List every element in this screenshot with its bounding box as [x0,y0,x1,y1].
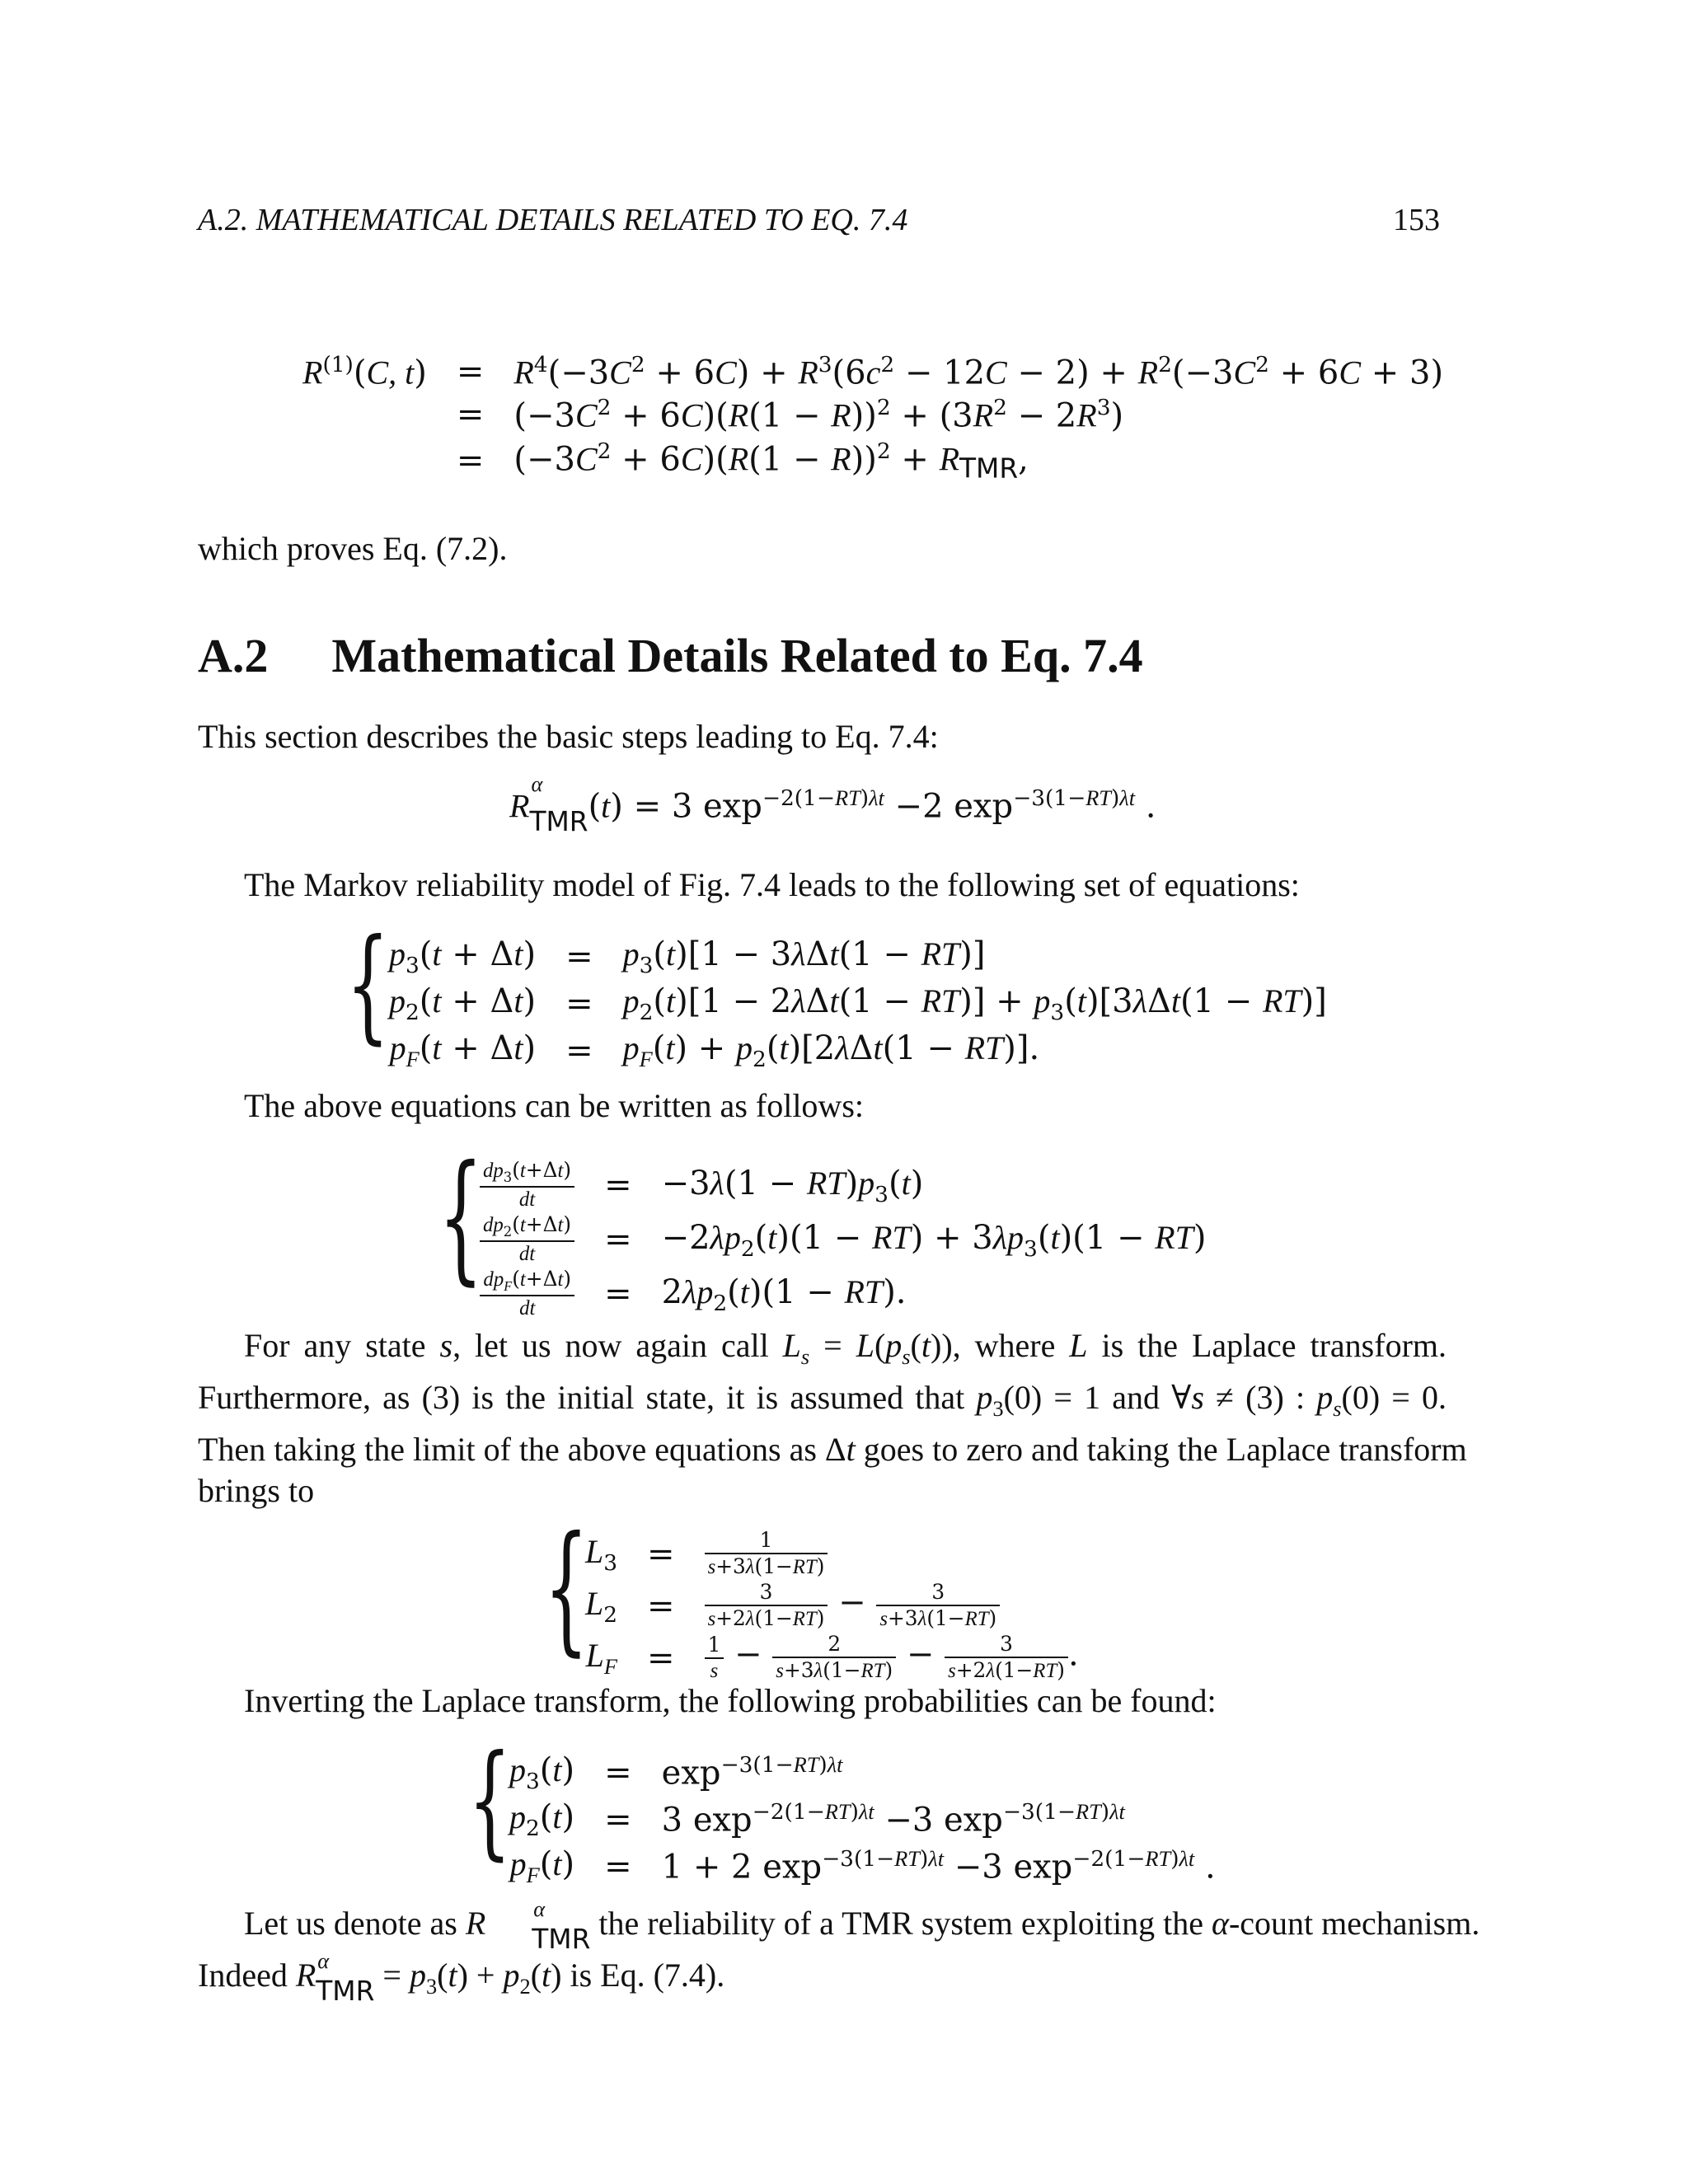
left-brace-markov: { [346,913,390,1057]
equation-r1: $R^{(1)}(C$, t) = $R^4(-3C^2 + 6C) + R^3(6c^2 - 12C - 2) + R^2(-3C^2 + 6C + 3)$ = $(-3C^2 + 6C)(R(1 - R))^2 + (3R^2 - 2R^3)$ = $(-3C^2 + 6C)(R(1 - R))^2 + R_{TMR}$, [302,352,1444,484]
markov-intro: The Markov reliability model of Fig. 7.4 leads to the following set of equations: [244,866,1300,903]
left-brace-diff: { [438,1136,484,1299]
final-line-1: Let us denote as R α $_{TMR}$ the reliability of a TMR system exploiting the α-count mechanism. [244,1896,1480,1955]
laplace-paragraph [198,1325,1467,1511]
intro-paragraph: This section describes the basic steps leading to Eq. 7.4: [198,718,939,755]
section-title: Mathematical Details Related to Eq. 7.4 [331,629,1143,682]
text-which-proves: which proves Eq. (7.2). [198,530,508,567]
laplace-line-2: Furthermore, as (3) is the initial state, it is assumed that $p_3(0) = 1$ and ∀s ≠ (3) : $p_s(0) = 0$. [198,1379,1447,1421]
page-number: 153 [1393,203,1440,237]
inverting-text: Inverting the Laplace transform, the following probabilities can be found: [244,1682,1217,1719]
equation-diff: $\frac{dp_3(t+\Delta t)}{dt}$ = $-3\lambda(1 - RT)p_3(t)$ $\frac{dp_2(t+\Delta t)}{dt}$ = $-2\lambda p_2(t)(1 - RT) + 3\lambda p_3(t)(1 - RT)$ $\frac{dp_F(t+\Delta t)}{dt}$ = $2\lambda p_2(t)(1 - RT)$. [470,1158,1216,1322]
left-brace-prob: { [468,1729,512,1872]
section-number: A.2 [198,629,269,682]
running-header-title: A.2. MATHEMATICAL DETAILS RELATED TO EQ. 7.4 [198,203,908,237]
left-brace-laplace: { [544,1507,589,1670]
section-heading [198,628,1143,683]
laplace-line-1: For any state s, let us now again call $L_s = L(p_s(t))$, where L is the Laplace transform. [244,1327,1447,1369]
written-as-text: The above equations can be written as follows: [244,1087,864,1124]
equation-laplace: $L_3$ = $\frac{1}{s+3\lambda(1-RT)}$ $L_2$ = $\frac{3}{s+2\lambda(1-RT)}$ − $\frac{3}{s+3\lambda(1-RT)}$ $L_F$ = $\frac{1}{s}$ − $\frac{2}{s+3\lambda(1-RT)}$ − $\frac{3}{s+2\lambda(1-RT)}$ . [585,1528,1079,1683]
final-paragraph [198,1896,1480,2008]
laplace-line-4: brings to [198,1472,315,1509]
equation-main: R α $_{TMR}$(t) = 3 $\exp^{-2(1-RT)\lambda t} -2$ $\exp^{-3(1-RT)\lambda t}$ . [509,771,1156,838]
laplace-line-3: Then taking the limit of the above equations as Δt goes to zero and taking the Laplace transform [198,1431,1467,1468]
equation-prob: $p_3(t)$ = $\exp^{-3(1-RT)\lambda t}$ $p_2(t)$ = 3 $\exp^{-2(1-RT)\lambda t} -3$ $\exp^{-3(1-RT)\lambda t}$ $p_F(t)$ = 1 + 2 $\exp^{-3(1-RT)\lambda t} -3$ $\exp^{-2(1-RT)\lambda t}$ . [509,1751,1216,1887]
final-line-2: Indeed R α $_{TMR} = p_3(t) + p_2(t)$ is Eq. (7.4). [198,1948,725,2007]
equation-markov: $p_3(t + \Delta t)$ = $p_3(t)[1 - 3\lambda\Delta t(1 - RT)]$ $p_2(t + \Delta t)$ = $p_2(t)[1 - 2\lambda\Delta t(1 - RT)] + p_3(t)[3\lambda\Delta t(1 - RT)]$ $p_F(t + \Delta t)$ = $p_F(t) + p_2(t)[2\lambda\Delta t(1 - RT)]$. [389,935,1327,1072]
